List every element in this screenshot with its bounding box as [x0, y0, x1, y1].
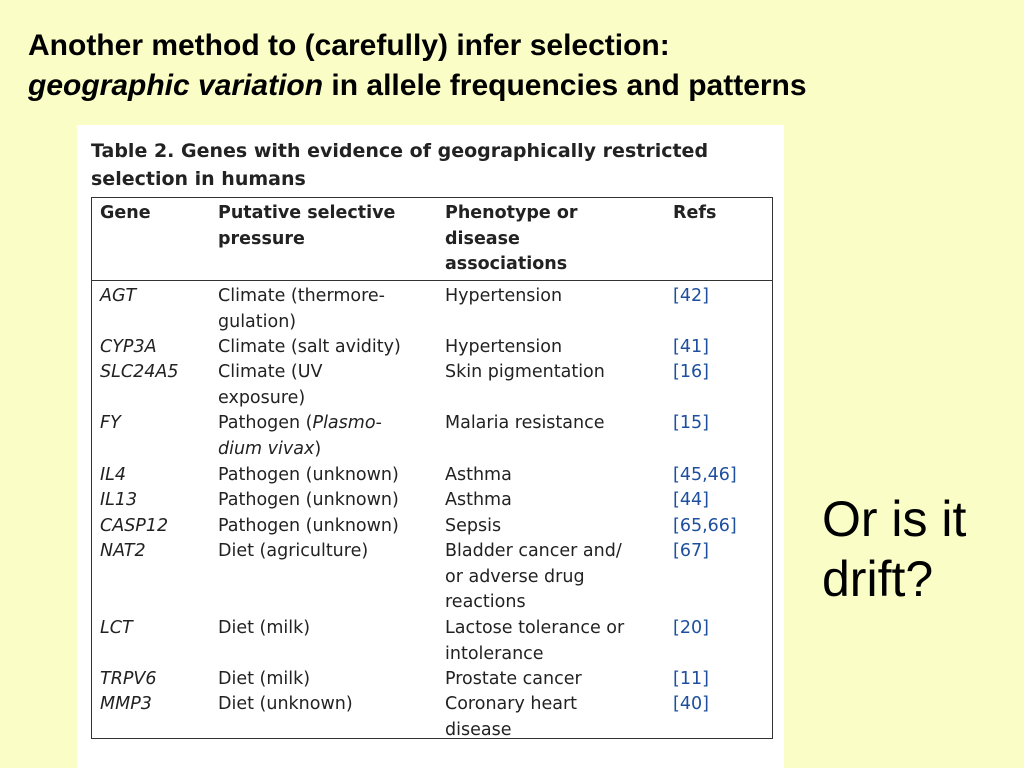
pressure-line: exposure) — [218, 387, 306, 408]
pressure-cell: Diet (milk) — [218, 669, 311, 689]
phenotype-cell: Skin pigmentation — [445, 362, 605, 382]
header-pressure-line-1: Putative selective — [218, 203, 396, 223]
gene-cell: CYP3A — [100, 337, 157, 357]
pressure-cell: Climate (salt avidity) — [218, 337, 401, 357]
header-phenotype-line-2: disease — [445, 228, 520, 249]
phenotype-line: reactions — [445, 592, 526, 613]
gene-cell: NAT2 — [100, 541, 146, 561]
reference-link[interactable]: [16] — [673, 362, 709, 382]
pressure-cell: Diet (agriculture) — [218, 541, 369, 561]
phenotype-cell — [445, 692, 577, 743]
phenotype-cell: Asthma — [445, 465, 512, 485]
reference-link[interactable]: [41] — [673, 337, 709, 357]
pressure-line: Climate (thermore- — [218, 286, 385, 306]
gene-cell: IL4 — [100, 465, 127, 485]
pressure-cell: Diet (milk) — [218, 618, 311, 638]
drift-question-line-2: drift? — [822, 551, 934, 607]
title-line-2-rest: in allele frequencies and patterns — [323, 69, 807, 102]
pressure-cell: Pathogen (unknown) — [218, 490, 399, 510]
pressure-line — [218, 411, 382, 437]
phenotype-cell — [445, 616, 624, 667]
reference-link[interactable]: [42] — [673, 286, 709, 306]
gene-cell: IL13 — [100, 490, 138, 510]
phenotype-cell: Prostate cancer — [445, 669, 582, 689]
phenotype-line: disease — [445, 719, 512, 740]
header-gene: Gene — [100, 203, 151, 223]
genes-table — [91, 197, 773, 739]
pressure-cell — [218, 284, 385, 335]
phenotype-cell — [445, 539, 622, 616]
title-line-2 — [28, 66, 807, 106]
header-phenotype-line-3: associations — [445, 254, 568, 275]
pressure-line — [218, 437, 382, 463]
phenotype-line: Coronary heart — [445, 694, 578, 714]
gene-cell: FY — [100, 413, 121, 433]
header-phenotype-line-1: Phenotype or — [445, 203, 578, 223]
species-name: Plasmo- — [312, 413, 382, 433]
pressure-cell: Pathogen (unknown) — [218, 516, 399, 536]
gene-cell: LCT — [100, 618, 133, 638]
reference-link[interactable]: [20] — [673, 618, 709, 638]
species-name: dium vivax — [218, 438, 315, 459]
phenotype-line: or adverse drug — [445, 566, 585, 587]
phenotype-line: Bladder cancer and/ — [445, 541, 622, 561]
gene-cell: SLC24A5 — [100, 362, 179, 382]
title-line-1: Another method to (carefully) infer selection: — [28, 29, 670, 62]
phenotype-cell: Hypertension — [445, 337, 563, 357]
table-header — [92, 198, 772, 281]
table-caption-line-2: selection in humans — [91, 168, 306, 190]
pressure-text: Pathogen ( — [218, 413, 313, 433]
drift-question-line-1: Or is it — [822, 491, 967, 547]
header-pressure-line-2: pressure — [218, 228, 305, 249]
gene-cell: CASP12 — [100, 516, 169, 536]
phenotype-line: intolerance — [445, 643, 544, 664]
table-figure — [77, 125, 784, 768]
phenotype-cell: Sepsis — [445, 516, 502, 536]
pressure-cell: Pathogen (unknown) — [218, 465, 399, 485]
header-phenotype — [445, 201, 578, 278]
gene-cell: TRPV6 — [100, 669, 157, 689]
header-pressure — [218, 201, 395, 252]
gene-cell: AGT — [100, 286, 137, 306]
table-caption-line-1: Table 2. Genes with evidence of geographically restricted — [91, 140, 709, 162]
pressure-text: ) — [314, 438, 322, 459]
reference-link[interactable]: [15] — [673, 413, 709, 433]
slide-title — [28, 26, 807, 106]
reference-link[interactable]: [44] — [673, 490, 709, 510]
pressure-cell: Diet (unknown) — [218, 694, 353, 714]
phenotype-line: Lactose tolerance or — [445, 618, 625, 638]
reference-link[interactable]: [67] — [673, 541, 709, 561]
drift-question — [822, 489, 966, 609]
reference-link[interactable]: [45,46] — [673, 465, 737, 485]
reference-link[interactable]: [65,66] — [673, 516, 737, 536]
phenotype-cell: Hypertension — [445, 286, 563, 306]
pressure-line: Climate (UV — [218, 362, 323, 382]
reference-link[interactable]: [40] — [673, 694, 709, 714]
phenotype-cell: Malaria resistance — [445, 413, 605, 433]
gene-cell: MMP3 — [100, 694, 152, 714]
header-refs: Refs — [673, 203, 717, 223]
table-caption — [91, 137, 775, 193]
pressure-line: gulation) — [218, 311, 297, 332]
pressure-cell — [218, 360, 323, 411]
title-emphasis: geographic variation — [28, 69, 324, 102]
reference-link[interactable]: [11] — [673, 669, 709, 689]
phenotype-cell: Asthma — [445, 490, 512, 510]
pressure-cell — [218, 411, 382, 462]
